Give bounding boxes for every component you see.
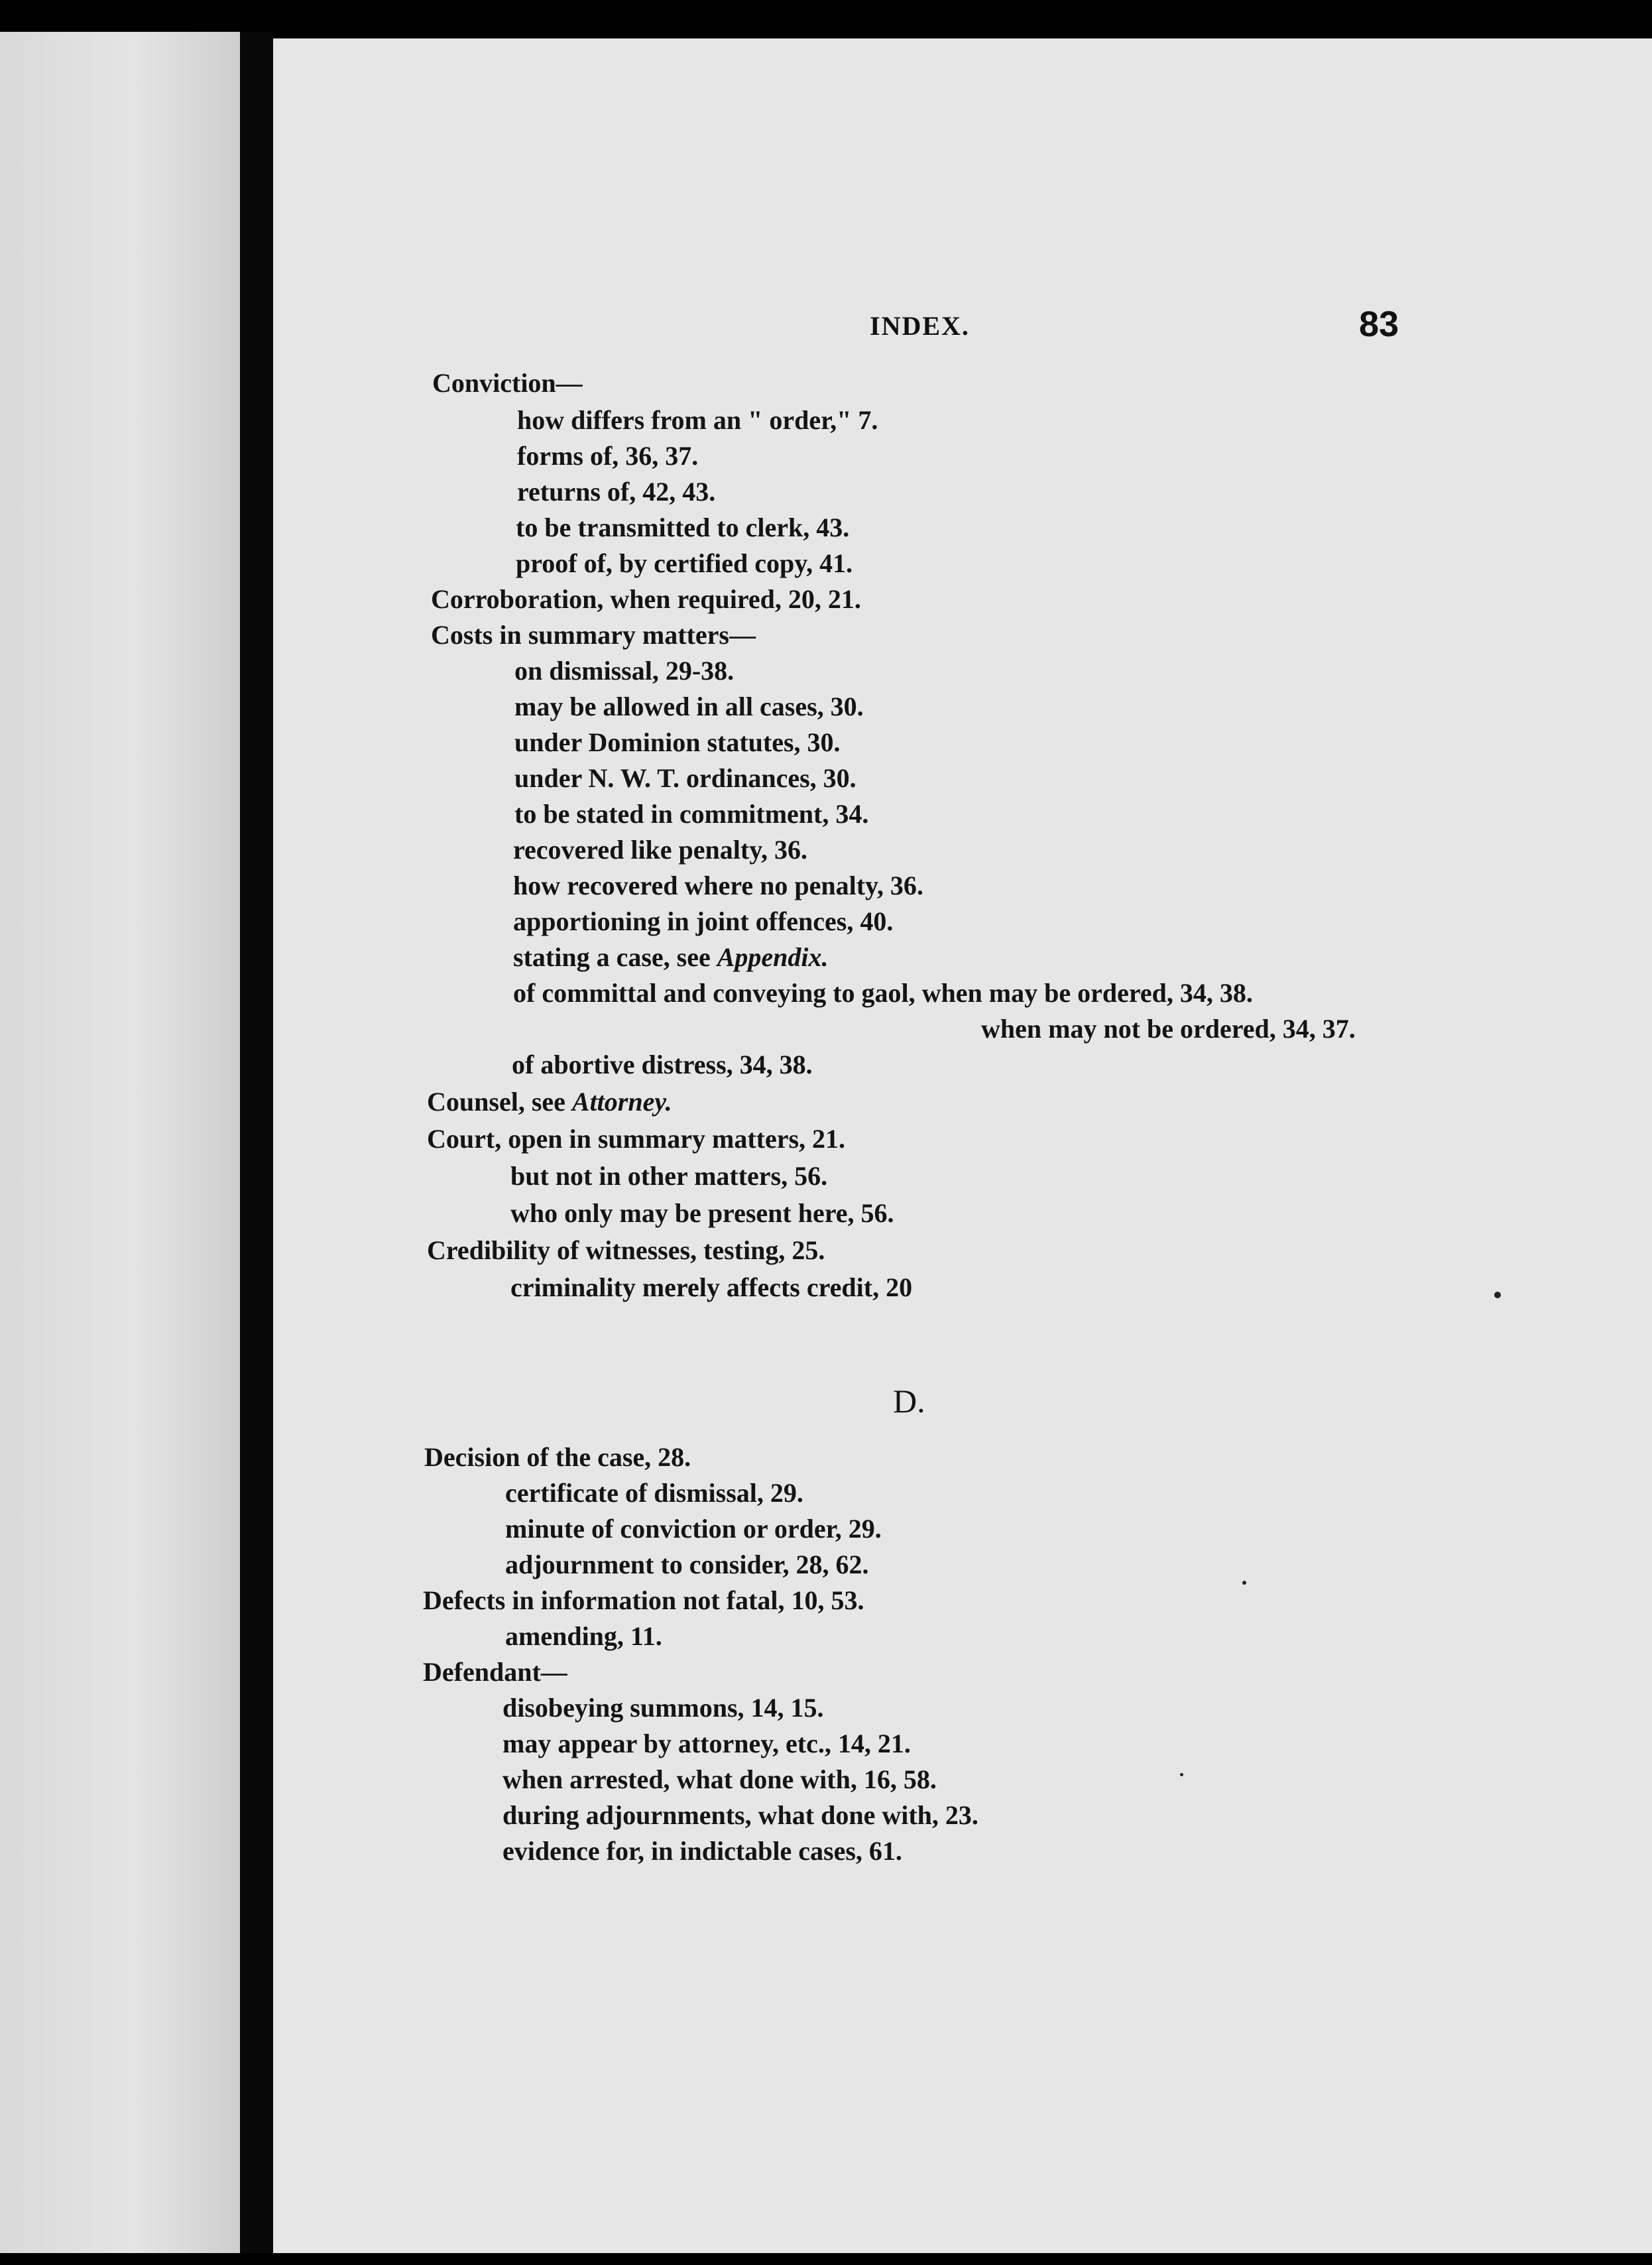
index-subentry: may be allowed in all cases, 30. <box>514 692 864 721</box>
facing-page-edge <box>0 32 240 2253</box>
index-subentry: of committal and conveying to gaol, when may be ordered, 34, 38. <box>513 978 1253 1008</box>
index-subentry: of abortive distress, 34, 38. <box>512 1050 813 1079</box>
index-entry: Credibility of witnesses, testing, 25. <box>427 1235 825 1265</box>
page-number: 83 <box>1359 304 1399 344</box>
index-subentry: certificate of dismissal, 29. <box>505 1478 803 1508</box>
index-subentry: evidence for, in indictable cases, 61. <box>502 1836 902 1866</box>
index-entry: Corroboration, when required, 20, 21. <box>431 584 861 614</box>
index-entry: Costs in summary matters— <box>431 620 756 650</box>
index-subentry: on dismissal, 29-38. <box>514 656 735 686</box>
index-subentry: during adjournments, what done with, 23. <box>502 1800 978 1830</box>
index-subentry: stating a case, see Appendix. <box>513 942 829 972</box>
index-page <box>273 38 1652 2253</box>
scan-speck <box>1242 1581 1246 1585</box>
index-entry: Court, open in summary matters, 21. <box>427 1124 846 1154</box>
index-subentry: how differs from an " order," 7. <box>517 405 878 435</box>
page-title: INDEX. <box>870 311 970 341</box>
index-entry: Decision of the case, 28. <box>424 1442 691 1472</box>
section-letter: D. <box>893 1382 925 1420</box>
index-subentry: but not in other matters, 56. <box>510 1161 828 1191</box>
scan-speck <box>1494 1292 1501 1298</box>
index-subentry: recovered like penalty, 36. <box>513 835 808 865</box>
index-entry: Defects in information not fatal, 10, 53. <box>423 1585 864 1615</box>
index-subentry: under N. W. T. ordinances, 30. <box>514 763 856 793</box>
index-subentry: may appear by attorney, etc., 14, 21. <box>502 1729 911 1758</box>
index-entry: Defendant— <box>423 1657 567 1687</box>
index-subentry: apportioning in joint offences, 40. <box>513 906 894 936</box>
scan-speck <box>1180 1773 1183 1776</box>
index-subentry: returns of, 42, 43. <box>517 477 716 507</box>
book-gutter <box>240 32 273 2253</box>
index-subentry: who only may be present here, 56. <box>510 1198 894 1228</box>
index-entry: Counsel, see Attorney. <box>427 1087 672 1117</box>
index-subentry: to be transmitted to clerk, 43. <box>516 513 850 542</box>
index-subentry: proof of, by certified copy, 41. <box>516 548 853 578</box>
index-entry: Conviction— <box>432 368 583 398</box>
index-subentry: to be stated in commitment, 34. <box>514 799 869 829</box>
index-subentry: when arrested, what done with, 16, 58. <box>502 1764 937 1794</box>
index-subentry: disobeying summons, 14, 15. <box>502 1693 824 1723</box>
index-subentry: criminality merely affects credit, 20 <box>510 1272 913 1302</box>
index-subentry: how recovered where no penalty, 36. <box>513 871 923 900</box>
index-subentry: minute of conviction or order, 29. <box>505 1514 882 1544</box>
index-subentry: amending, 11. <box>505 1621 662 1651</box>
index-subentry: adjournment to consider, 28, 62. <box>505 1550 869 1579</box>
index-subentry: under Dominion statutes, 30. <box>514 727 841 757</box>
index-subentry-continuation: when may not be ordered, 34, 37. <box>981 1014 1356 1044</box>
index-subentry: forms of, 36, 37. <box>517 441 699 471</box>
